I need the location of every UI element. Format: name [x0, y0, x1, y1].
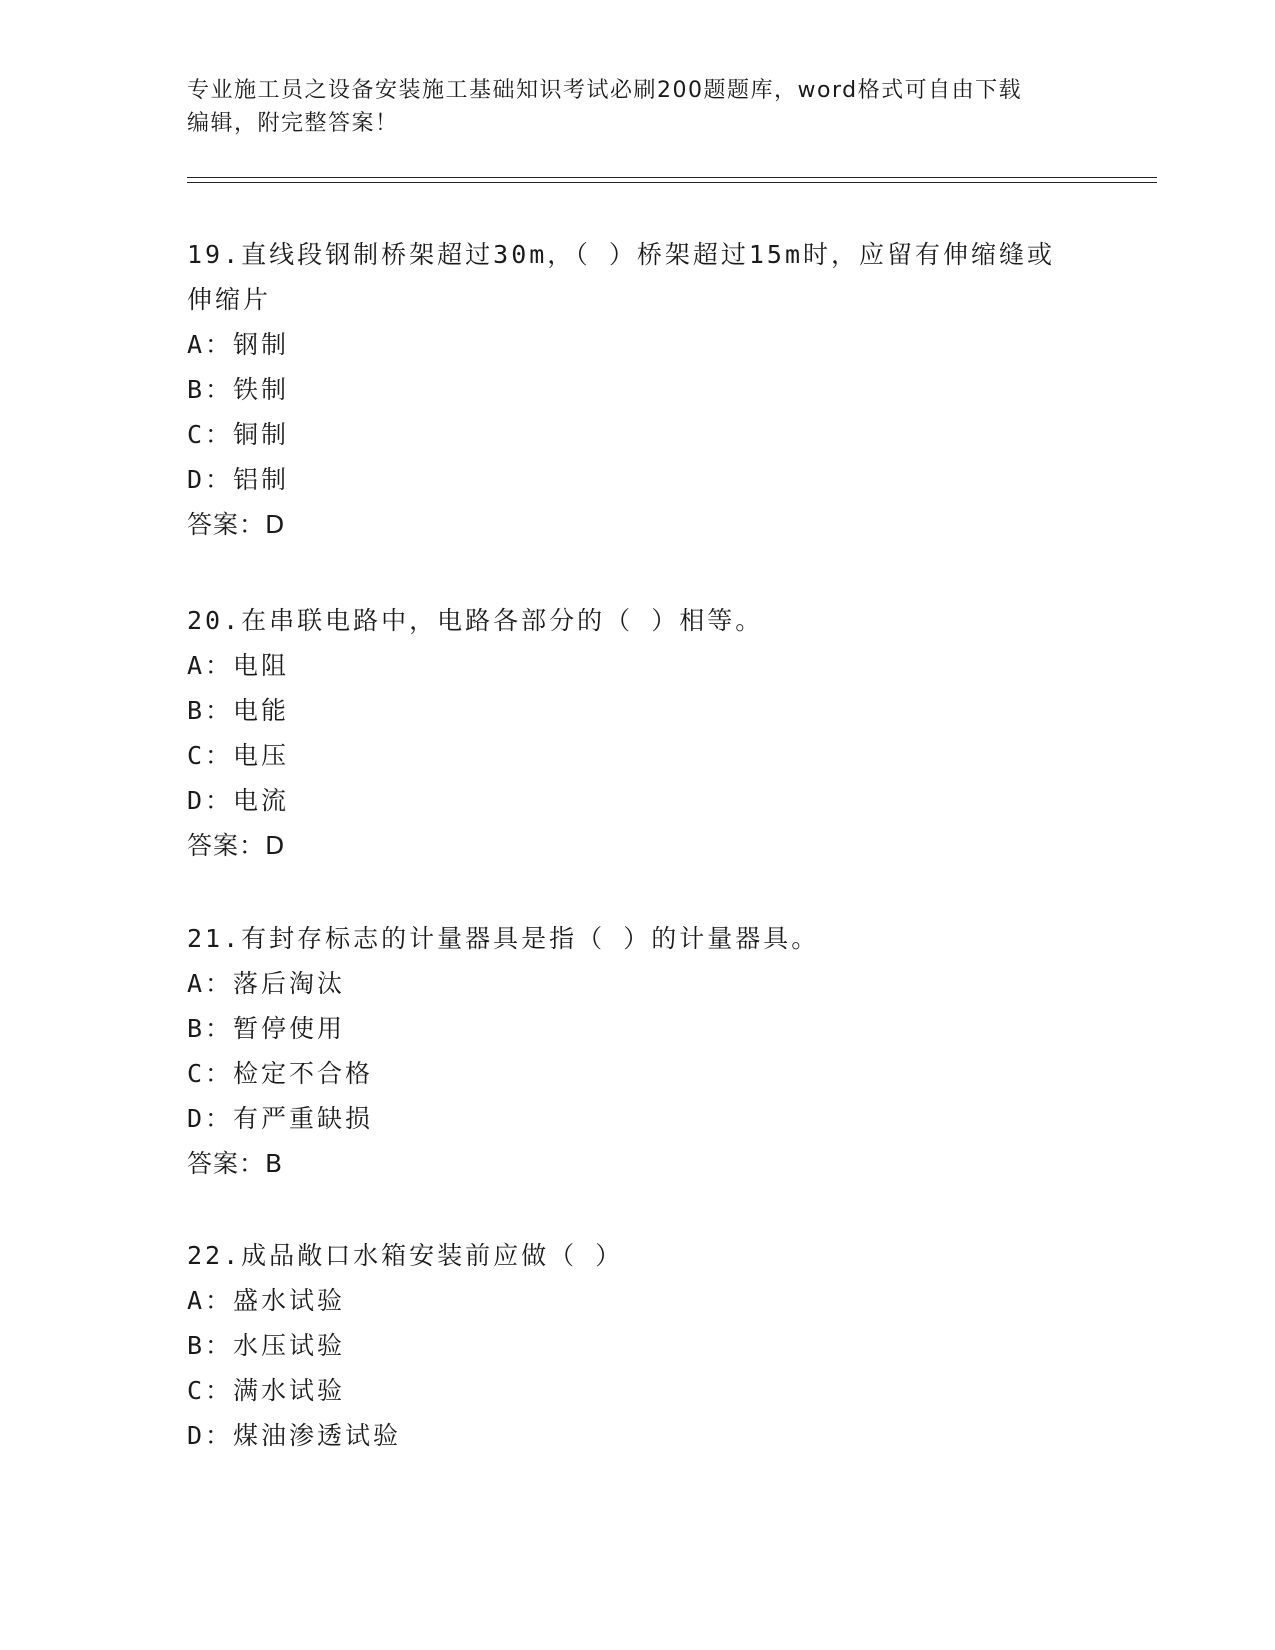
header-divider-top [187, 177, 1157, 178]
option-text: 电能 [233, 696, 290, 725]
question-stem-line-1: 19.直线段钢制桥架超过30m，（ ）桥架超过15m时，应留有伸缩缝或 [187, 240, 1056, 269]
option-key: A： [187, 1286, 234, 1315]
option-text: 满水试验 [233, 1376, 346, 1405]
option-text: 钢制 [233, 330, 290, 359]
option-key: B： [187, 1331, 234, 1360]
option-key: A： [187, 330, 234, 359]
option-key: D： [187, 786, 234, 815]
option-key: C： [187, 1059, 234, 1088]
question-stem-line-2: 伸缩片 [187, 285, 272, 314]
question-20 [187, 598, 1087, 869]
header-line-1: 专业施工员之设备安装施工基础知识考试必刷200题题库，word格式可自由下载 [187, 78, 1023, 103]
option-c [187, 733, 1087, 778]
question-stem: 21.有封存标志的计量器具是指（ ）的计量器具。 [187, 924, 820, 953]
answer-label: 答案：D [187, 831, 286, 860]
option-b [187, 688, 1087, 733]
option-key: C： [187, 741, 234, 770]
option-text: 电压 [233, 741, 290, 770]
header-line-2: 编辑，附完整答案！ [187, 111, 399, 136]
question-stem: 22.成品敞口水箱安装前应做（ ） [187, 1241, 624, 1270]
option-text: 电阻 [233, 651, 290, 680]
question-21 [187, 916, 1087, 1187]
option-c [187, 1368, 1087, 1413]
option-text: 盛水试验 [233, 1286, 346, 1315]
option-text: 水压试验 [233, 1331, 346, 1360]
option-text: 落后淘汰 [233, 969, 346, 998]
option-a [187, 643, 1087, 688]
option-key: B： [187, 375, 234, 404]
option-key: C： [187, 420, 234, 449]
option-b [187, 1323, 1087, 1368]
option-b [187, 1006, 1087, 1051]
option-key: A： [187, 651, 234, 680]
option-key: D： [187, 465, 234, 494]
option-text: 暂停使用 [233, 1014, 346, 1043]
option-text: 铁制 [233, 375, 290, 404]
question-22 [187, 1233, 1087, 1458]
option-d [187, 1096, 1087, 1141]
option-c [187, 412, 1087, 457]
option-d [187, 457, 1087, 502]
option-key: D： [187, 1421, 234, 1450]
option-key: A： [187, 969, 234, 998]
option-key: B： [187, 1014, 234, 1043]
option-a [187, 322, 1087, 367]
option-text: 铜制 [233, 420, 290, 449]
question-stem [187, 232, 1087, 322]
option-key: C： [187, 1376, 234, 1405]
option-c [187, 1051, 1087, 1096]
option-a [187, 1278, 1087, 1323]
question-stem: 20.在串联电路中，电路各部分的（ ）相等。 [187, 606, 764, 635]
option-key: B： [187, 696, 234, 725]
document-header [187, 74, 1067, 140]
option-text: 检定不合格 [233, 1059, 374, 1088]
answer-label: 答案：B [187, 1149, 284, 1178]
option-a [187, 961, 1087, 1006]
option-text: 煤油渗透试验 [233, 1421, 402, 1450]
question-19 [187, 232, 1087, 548]
header-divider-bottom [187, 182, 1157, 183]
option-b [187, 367, 1087, 412]
option-text: 电流 [233, 786, 290, 815]
answer-label: 答案：D [187, 510, 286, 539]
option-key: D： [187, 1104, 234, 1133]
option-text: 铝制 [233, 465, 290, 494]
option-d [187, 778, 1087, 823]
option-d [187, 1413, 1087, 1458]
option-text: 有严重缺损 [233, 1104, 374, 1133]
